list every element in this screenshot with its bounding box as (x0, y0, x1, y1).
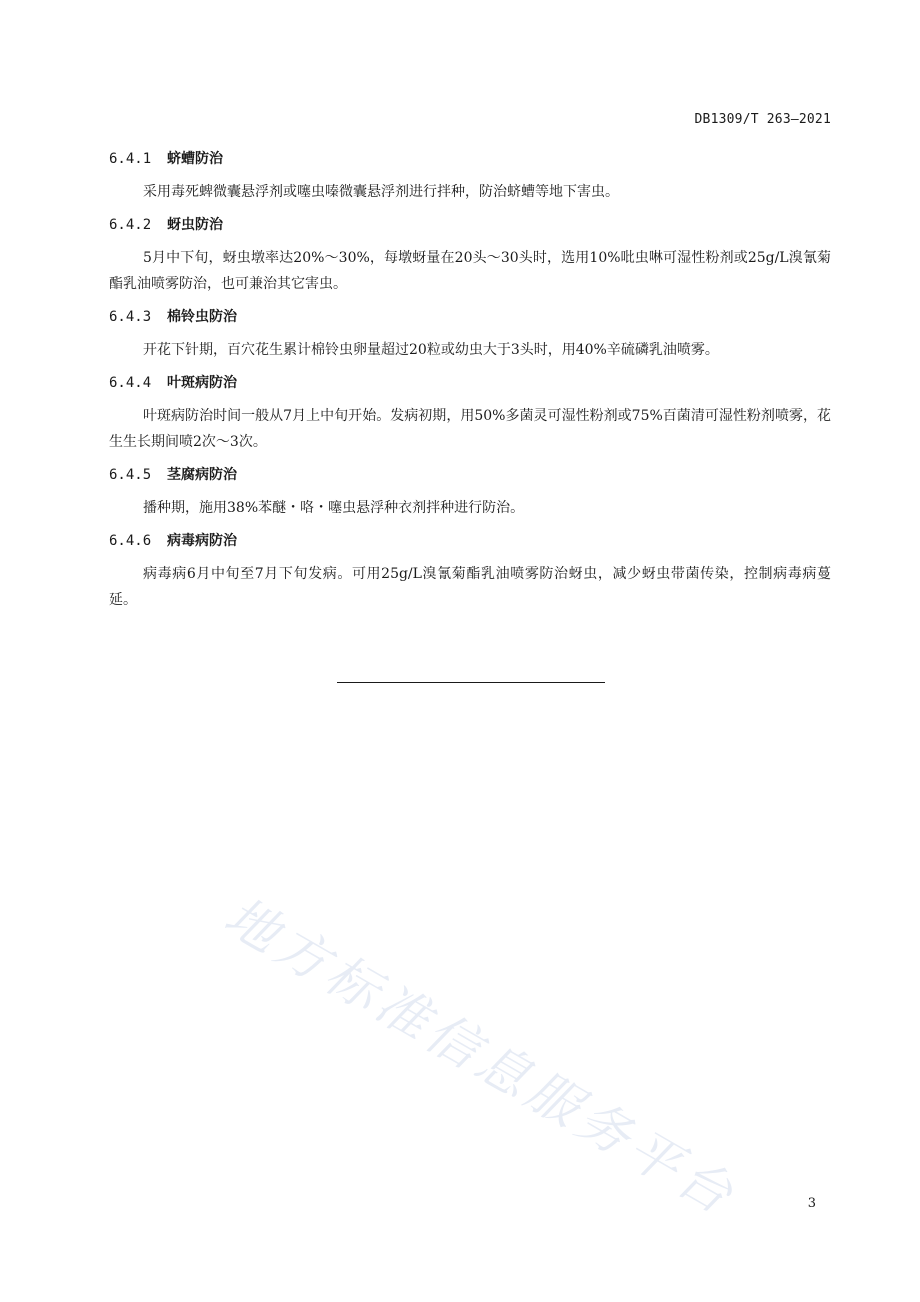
section-paragraph: 病毒病6月中旬至7月下旬发病。可用25g/L溴氰菊酯乳油喷雾防治蚜虫，减少蚜虫带菌传染，控制病毒病蔓延。 (109, 566, 831, 608)
section-heading (109, 530, 831, 552)
section-title: 蛴螬防治 (167, 151, 223, 167)
section-number: 6.4.6 (109, 533, 152, 549)
section-number: 6.4.4 (109, 375, 152, 391)
section-6-4-2 (109, 214, 831, 297)
end-rule (337, 682, 605, 683)
section-6-4-6 (109, 530, 831, 613)
watermark: 地方标准信息服务平台 (214, 886, 747, 1229)
section-6-4-3 (109, 306, 831, 363)
section-title: 病毒病防治 (167, 533, 237, 549)
section-title: 茎腐病防治 (167, 467, 237, 483)
section-heading (109, 306, 831, 328)
section-heading (109, 148, 831, 170)
section-title: 叶斑病防治 (167, 375, 237, 391)
section-paragraph: 开花下针期，百穴花生累计棉铃虫卵量超过20粒或幼虫大于3头时，用40%辛硫磷乳油喷雾。 (143, 342, 719, 358)
section-number: 6.4.1 (109, 151, 152, 167)
section-number: 6.4.5 (109, 467, 152, 483)
document-code: DB1309/T 263—2021 (694, 112, 831, 127)
section-number: 6.4.2 (109, 217, 152, 233)
section-title: 棉铃虫防治 (167, 309, 237, 325)
section-paragraph: 播种期，施用38%苯醚・咯・噻虫悬浮种衣剂拌种进行防治。 (143, 500, 525, 516)
section-6-4-1 (109, 148, 831, 205)
section-paragraph: 叶斑病防治时间一般从7月上中旬开始。发病初期，用50%多菌灵可湿性粉剂或75%百菌清可湿性粉剂喷雾，花生生长期间喷2次～3次。 (109, 408, 831, 450)
section-heading (109, 372, 831, 394)
section-number: 6.4.3 (109, 309, 152, 325)
section-paragraph: 5月中下旬，蚜虫墩率达20%～30%，每墩蚜量在20头～30头时，选用10%吡虫啉可湿性粉剂或25g/L溴氰菊酯乳油喷雾防治，也可兼治其它害虫。 (109, 250, 831, 292)
section-heading (109, 464, 831, 486)
section-6-4-5 (109, 464, 831, 521)
section-paragraph: 采用毒死蜱微囊悬浮剂或噻虫嗪微囊悬浮剂进行拌种，防治蛴螬等地下害虫。 (143, 184, 619, 200)
page-number: 3 (807, 1196, 816, 1211)
section-heading (109, 214, 831, 236)
section-title: 蚜虫防治 (167, 217, 223, 233)
section-6-4-4 (109, 372, 831, 455)
document-body (109, 148, 831, 622)
